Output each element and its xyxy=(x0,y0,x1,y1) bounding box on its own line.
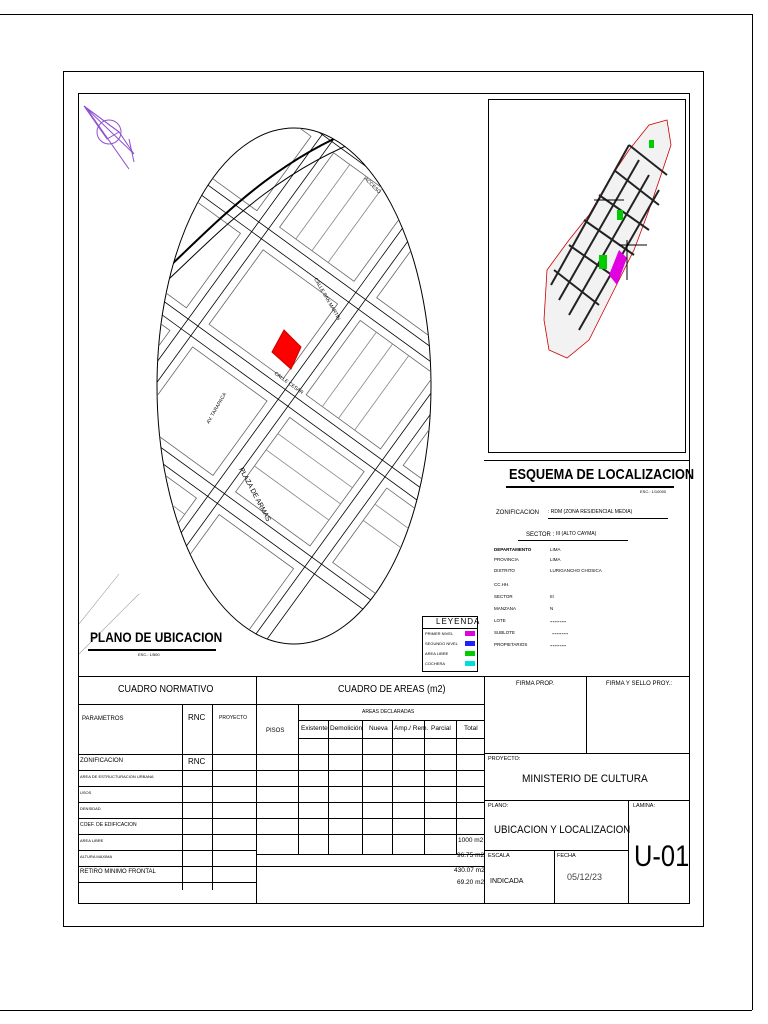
location-row-value: LIMA xyxy=(550,547,561,552)
location-row-label: CC.HH. xyxy=(494,582,510,587)
north-arrow-icon xyxy=(84,106,134,169)
normativo-row-label: USOS xyxy=(80,790,92,795)
areas-value: 69.20 m2 xyxy=(457,879,485,886)
plano-label: PLANO: xyxy=(488,803,509,809)
row-line xyxy=(78,754,256,755)
leyenda-swatch-libre xyxy=(465,651,475,656)
plano-ubicacion-underline xyxy=(88,649,216,651)
escala-label: ESCALA xyxy=(488,853,510,859)
normativo-col-proyecto xyxy=(212,704,213,890)
sector-value: III (ALTO CAYMA) xyxy=(556,531,597,537)
areas-col-demolicion: Demolición xyxy=(330,725,363,732)
location-row-value: LIMA xyxy=(550,557,561,562)
areas-value: 1000 m2 xyxy=(458,837,484,844)
location-row-value: N xyxy=(550,606,554,611)
col-pisos: PISOS xyxy=(266,728,285,734)
location-row-value: ------- xyxy=(552,631,569,638)
street-label-cesar: CALLE CESAR xyxy=(272,370,305,396)
bottom-section-topline xyxy=(78,676,690,677)
page-right-border xyxy=(752,14,753,1010)
normativo-col-rnc xyxy=(182,704,183,890)
sector-line xyxy=(518,540,628,541)
zonificacion-line xyxy=(548,518,668,519)
row-line xyxy=(78,818,256,819)
areas-value: 430.07 m2 xyxy=(454,867,485,874)
leyenda-divider xyxy=(422,628,478,629)
row-line xyxy=(256,754,484,755)
leyenda-swatch-segundo xyxy=(465,641,475,646)
areas-col-total: Total xyxy=(464,725,478,732)
row-line xyxy=(78,850,256,851)
areas-header-line xyxy=(256,704,484,705)
normativo-row-label: AREA LIBRE xyxy=(80,838,104,843)
zonificacion-value: : RDM (ZONA RESIDENCIAL MEDIA) xyxy=(548,509,633,515)
lamina-value: U-01 xyxy=(634,840,690,873)
areas-col-nueva: Nueva xyxy=(369,725,388,732)
normativo-right-edge xyxy=(256,676,257,904)
normativo-row-label: ZONIFICACION xyxy=(80,758,123,764)
page-top-border xyxy=(0,14,752,15)
col-parametros: PARAMETROS xyxy=(82,716,124,722)
plano-value: UBICACION Y LOCALIZACION xyxy=(494,824,631,836)
esquema-map xyxy=(489,100,685,452)
firma-divider xyxy=(586,676,587,753)
leyenda-item-segundo: SEGUNDO NIVEL xyxy=(425,641,458,646)
location-row-label: PROPIETARIOS xyxy=(494,642,528,647)
street-label-acceso: ACCESO xyxy=(362,176,382,196)
street-label-tarapaca: AV. TARAPACA xyxy=(205,391,229,425)
leyenda-swatch-primer xyxy=(465,631,475,636)
location-map xyxy=(79,94,484,676)
row-line xyxy=(256,770,484,771)
col-proyecto: PROYECTO xyxy=(219,715,247,721)
leyenda-title: LEYENDA xyxy=(436,617,481,626)
esquema-title: ESQUEMA DE LOCALIZACION xyxy=(509,466,695,483)
street-label-san-martin: CALLE SAN MARTIN xyxy=(312,277,342,322)
normativo-row-label: ALTURA MAXIMA xyxy=(80,854,113,859)
normativo-row-label: DENSIDAD xyxy=(80,806,101,811)
location-row-label: LOTE xyxy=(494,618,506,623)
street-label-plaza: PLAZA DE ARMAS xyxy=(237,466,272,523)
location-map-drawing xyxy=(79,94,484,676)
escala-value: INDICADA xyxy=(490,878,524,885)
areas-col-existente: Existente xyxy=(301,725,328,732)
areas-col-pisos xyxy=(298,704,299,854)
areas-group-title: AREAS DECLARADAS xyxy=(362,709,415,715)
row-line xyxy=(78,834,256,835)
location-row-label: SUBLOTE xyxy=(494,630,516,635)
location-row-label: DEPARTAMENTO xyxy=(494,547,532,552)
row-line xyxy=(78,802,256,803)
normativo-header-line xyxy=(78,704,256,705)
sector-label: SECTOR : xyxy=(526,532,555,538)
row-line xyxy=(78,882,256,883)
esquema-scale: ESC.: 1/10000 xyxy=(640,489,667,494)
esquema-title-underline xyxy=(506,486,674,488)
leyenda-item-cochera: COCHERA xyxy=(425,661,446,666)
location-row-label: SECTOR xyxy=(494,594,513,599)
col-rnc: RNC xyxy=(188,713,206,722)
normativo-row-label: RETIRO MINIMO FRONTAL xyxy=(80,869,156,875)
location-row-label: PROVINCIA xyxy=(494,557,519,562)
project-lot xyxy=(272,330,301,369)
zonificacion-label: ZONIFICACION xyxy=(496,510,539,516)
row-line xyxy=(256,786,484,787)
normativo-row-label: AREA DE ESTRUCTURACION URBANA xyxy=(80,774,154,779)
row-line xyxy=(78,866,256,867)
location-row-value: III xyxy=(550,594,554,599)
location-row-value: ------- xyxy=(550,619,567,626)
normativo-row-rnc: RNC xyxy=(188,757,206,766)
escala-topline xyxy=(484,850,628,851)
proyecto-topline xyxy=(484,753,690,754)
location-row-label: DISTRITO xyxy=(494,568,515,573)
cuadro-areas-title: CUADRO DE AREAS (m2) xyxy=(338,684,446,695)
row-line xyxy=(78,770,256,771)
row-line xyxy=(256,802,484,803)
proyecto-label: PROYECTO: xyxy=(488,756,521,762)
leyenda-item-primer: PRIMER NIVEL xyxy=(425,631,454,636)
lamina-divider xyxy=(628,800,629,904)
normativo-row-label: COEF. DE EDIFICACION xyxy=(80,822,137,828)
lamina-label: LAMINA: xyxy=(633,803,656,809)
row-line xyxy=(256,866,484,867)
proyecto-value: MINISTERIO DE CULTURA xyxy=(522,773,648,785)
areas-value: 96.75 m2 xyxy=(457,852,485,859)
plano-ubicacion-title: PLANO DE UBICACION xyxy=(90,629,223,645)
row-line xyxy=(256,818,484,819)
plano-ubicacion-scale: ESC.: 1/500 xyxy=(138,652,160,657)
firma-sello: FIRMA Y SELLO PROY.: xyxy=(606,681,673,687)
leyenda-swatch-cochera xyxy=(465,661,475,666)
areas-col-amp: Amp./ Rem. xyxy=(394,725,429,732)
location-row-value: LURIGANCHO CHOSICA xyxy=(550,568,602,573)
esquema-title-topline xyxy=(484,460,690,461)
leyenda-item-libre: AREA LIBRE xyxy=(425,651,449,656)
escala-divider xyxy=(554,850,555,904)
row-line xyxy=(78,786,256,787)
firma-prop: FIRMA PROP. xyxy=(516,681,554,687)
location-row-label: MANZANA xyxy=(494,606,517,611)
fecha-label: FECHA xyxy=(557,853,576,859)
fecha-value: 05/12/23 xyxy=(567,872,603,882)
cuadro-normativo-title: CUADRO NORMATIVO xyxy=(118,684,214,695)
plano-topline xyxy=(484,800,690,801)
location-row-value: ------- xyxy=(550,643,567,650)
page-bottom-border xyxy=(0,1010,752,1011)
row-line xyxy=(256,834,484,835)
esquema-map-drawing xyxy=(489,100,685,452)
row-line xyxy=(256,854,484,855)
areas-col-parcial: Parcial xyxy=(431,725,451,732)
